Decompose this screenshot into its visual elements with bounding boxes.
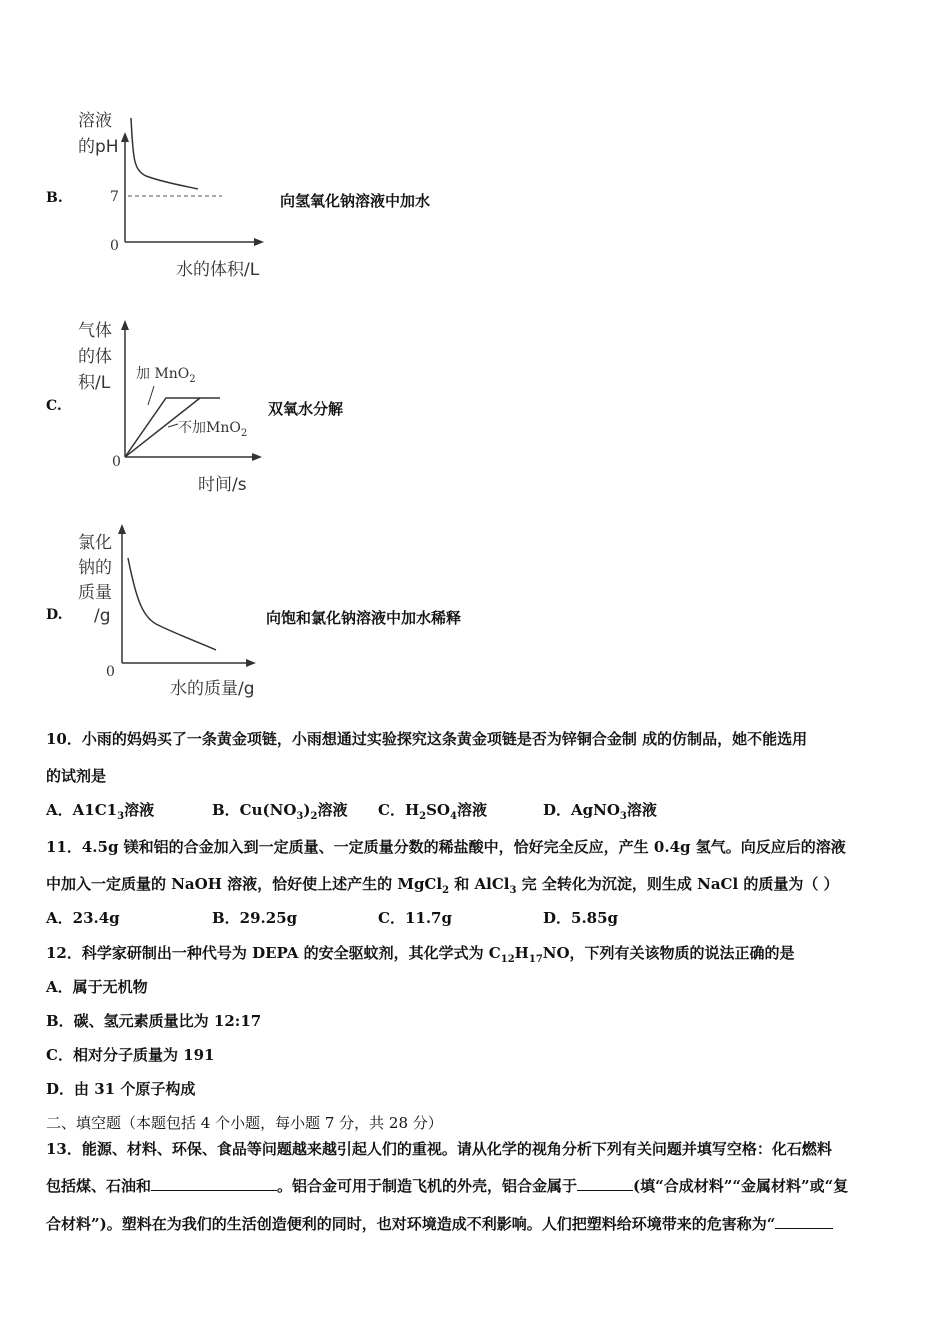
section-2-heading: 二、填空题（本题包括 4 个小题，每小题 7 分，共 28 分） <box>46 1114 443 1132</box>
q13-line-1: 13．能源、材料、环保、食品等问题越来越引起人们的重视。请从化学的视角分析下列有关问题并填写空格：化石燃料 <box>46 1140 832 1158</box>
q12-line-1: 12．科学家研制出一种代号为 DEPA 的安全驱蚊剂，其化学式为 $C_{12}H_{17}NO$，下列有关该物质的说法正确的是 <box>46 944 795 965</box>
q12-choice-b: B．碳、氢元素质量比为 12:17 <box>46 1012 262 1030</box>
graph-c-ylabel-3: 积/L <box>78 373 111 393</box>
graph-c-label-with-mno2: 加 MnO$_2$ <box>136 366 196 385</box>
q13-blank-1[interactable] <box>151 1176 277 1191</box>
graph-d-origin: 0 <box>106 664 115 680</box>
option-c-caption: 双氧水分解 <box>268 400 344 418</box>
q12-choice-c: C．相对分子质量为 191 <box>46 1046 215 1064</box>
q11-choice-b: B．29.25g <box>212 909 298 927</box>
graph-b-ylabel-2: 的pH <box>78 137 119 157</box>
graph-b-x-arrow <box>254 238 264 246</box>
graph-d-x-arrow <box>246 659 256 667</box>
graph-c-origin: 0 <box>112 454 121 470</box>
option-b-letter: B. <box>46 190 63 206</box>
graph-b-origin: 0 <box>110 238 119 254</box>
q10-line-1: 10．小雨的妈妈买了一条黄金项链，小雨想通过实验探究这条黄金项链是否为锌铜合金制 成的仿制品，她不能选用 <box>46 730 808 748</box>
q11-choice-c: C．11.7g <box>378 909 452 927</box>
graph-b-y7-label: 7 <box>110 189 119 205</box>
q13-blank-2[interactable] <box>577 1176 633 1191</box>
q12-choice-a: A．属于无机物 <box>46 978 148 996</box>
option-c-letter: C. <box>46 398 62 414</box>
option-d-caption: 向饱和氯化钠溶液中加水稀释 <box>266 609 462 627</box>
graph-d-ylabel-1: 氯化 <box>78 533 112 553</box>
q10-choice-d: D．AgNO$_3$溶液 <box>543 801 657 822</box>
q10-choice-b: B．$Cu(NO_3)_2$溶液 <box>212 801 348 822</box>
q13-blank-3[interactable] <box>775 1214 833 1229</box>
q10-choice-c: C．$H_2SO_4$溶液 <box>378 801 487 822</box>
graph-c-pointer-2 <box>168 424 178 427</box>
graph-b-y-arrow <box>121 132 129 142</box>
graph-b-ph-vs-water <box>70 100 280 280</box>
graph-c-label-without-mno2: 不加MnO$_2$ <box>178 420 248 439</box>
q13-line-3: 合材料”)。塑料在为我们的生活创造便利的同时，也对环境造成不利影响。人们把塑料给环境带来的危害称为“ <box>46 1213 833 1234</box>
graph-d-ylabel-2: 钠的 <box>78 558 112 578</box>
graph-b-xlabel: 水的体积/L <box>176 260 260 280</box>
q12-choice-d: D．由 31 个原子构成 <box>46 1080 196 1098</box>
q11-choice-d: D．5.85g <box>543 909 619 927</box>
graph-c-gas-vs-time <box>70 312 280 502</box>
graph-d-y-arrow <box>118 524 126 534</box>
q11-line-1: 11．4.5g 镁和铝的合金加入到一定质量、一定质量分数的稀盐酸中，恰好完全反应，产生 0.4g 氢气。向反应后的溶液 <box>46 838 846 856</box>
q11-line-2: 中加入一定质量的 NaOH 溶液，恰好使上述产生的 MgCl$_2$ 和 AlCl$_3$ 完 全转化为沉淀，则生成 NaCl 的质量为（ ） <box>46 875 839 896</box>
graph-c-ylabel-2: 的体 <box>78 347 112 367</box>
q13-line-2: 包括煤、石油和 。铝合金可用于制造飞机的外壳，铝合金属于 (填“合成材料”“金属材料”或“复 <box>46 1177 849 1195</box>
graph-c-xlabel: 时间/s <box>198 475 247 495</box>
graph-d-xlabel: 水的质量/g <box>170 679 255 699</box>
graph-d-nacl-vs-water <box>70 518 280 703</box>
q10-choice-a: A．$A1C1_3$溶液 <box>46 801 155 822</box>
graph-b-ylabel-1: 溶液 <box>78 111 112 131</box>
graph-d-ylabel-4: /g <box>94 606 111 626</box>
graph-d-ylabel-3: 质量 <box>78 583 112 603</box>
option-b-caption: 向氢氧化钠溶液中加水 <box>280 192 431 210</box>
graph-c-ylabel-1: 气体 <box>78 321 112 341</box>
graph-b-curve <box>131 118 198 189</box>
graph-c-pointer-1 <box>148 386 154 405</box>
q10-line-2: 的试剂是 <box>46 767 107 785</box>
graph-d-curve <box>128 558 216 650</box>
graph-c-x-arrow <box>252 453 262 461</box>
q11-choice-a: A．23.4g <box>46 909 120 927</box>
option-d-letter: D. <box>46 607 63 623</box>
graph-c-y-arrow <box>121 320 129 330</box>
